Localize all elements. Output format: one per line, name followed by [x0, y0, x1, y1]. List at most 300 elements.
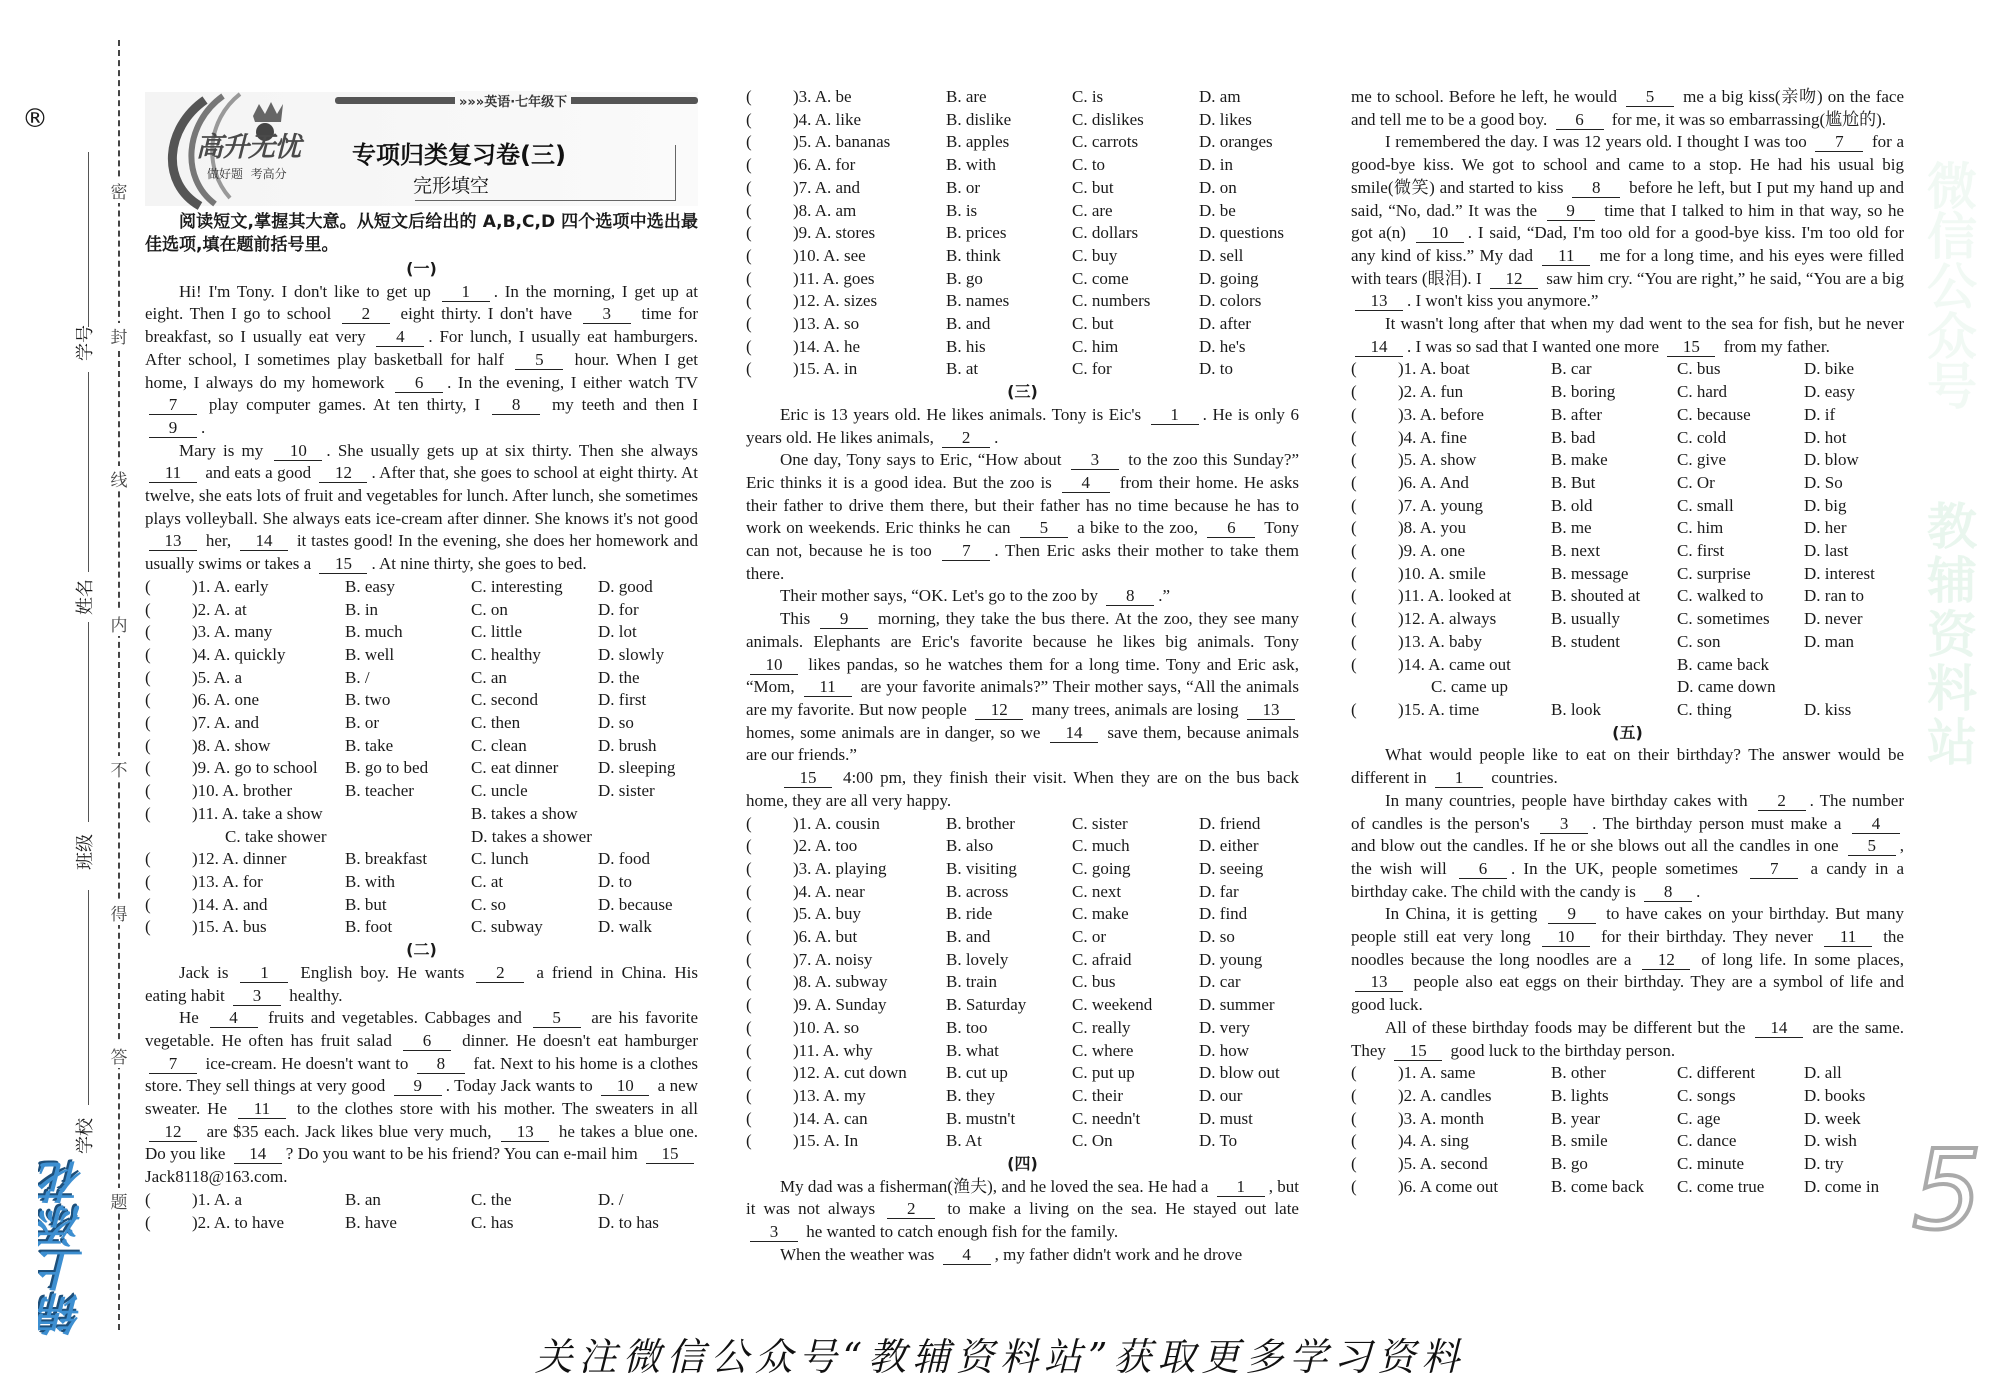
- option-a: )10. A. so: [793, 1017, 860, 1037]
- option-text: A. a: [213, 1189, 243, 1209]
- question-row: [145, 1212, 698, 1235]
- option-a: )4. A. fine: [1398, 427, 1467, 447]
- answer-bracket[interactable]: (: [746, 132, 752, 152]
- option-b: B. teacher: [345, 781, 414, 801]
- blank-14: 14: [1755, 1018, 1803, 1038]
- blank-15: 15: [646, 1144, 694, 1164]
- answer-bracket[interactable]: (: [145, 758, 151, 778]
- option-b: B. with: [946, 155, 997, 175]
- question-row: [1351, 358, 1904, 381]
- answer-bracket[interactable]: (: [145, 667, 151, 687]
- answer-bracket[interactable]: (: [746, 813, 752, 833]
- option-d: D. kiss: [1804, 699, 1852, 719]
- blank-10: 10: [1416, 223, 1464, 243]
- question-row: [746, 154, 1299, 177]
- field-line: [88, 372, 89, 572]
- option-d: D. to: [1199, 359, 1233, 379]
- question-row: [1351, 1153, 1904, 1176]
- option-c: C. an: [471, 667, 507, 687]
- blank-12: 12: [975, 700, 1023, 720]
- answer-bracket[interactable]: (: [1351, 359, 1357, 379]
- answer-bracket[interactable]: (: [746, 155, 752, 175]
- answer-bracket[interactable]: (: [746, 1063, 752, 1083]
- option-d: D. big: [1804, 495, 1847, 515]
- option-text: A. goes: [822, 268, 875, 288]
- answer-bracket[interactable]: (: [746, 1131, 752, 1151]
- question-number: 3: [1403, 404, 1413, 424]
- option-c: C. to: [1072, 155, 1106, 175]
- blank-1: 1: [1435, 768, 1483, 788]
- option-text: A. brother: [222, 781, 293, 801]
- option-b: B. car: [1551, 359, 1592, 379]
- question-number: 10: [798, 1017, 816, 1037]
- question-number: 1: [1403, 1063, 1413, 1083]
- question-row: [145, 757, 698, 780]
- seal-char: 密: [108, 178, 130, 203]
- option-text: A. so: [823, 1017, 860, 1037]
- option-b: B. think: [946, 245, 1001, 265]
- option-a: )9. A. go to school: [192, 758, 318, 778]
- option-a: )11. A. take a show: [192, 803, 323, 823]
- answer-bracket[interactable]: (: [746, 949, 752, 969]
- option-b: B. boring: [1551, 382, 1616, 402]
- question-number: 4: [1403, 1131, 1413, 1151]
- question-number: 2: [1403, 382, 1413, 402]
- option-text: A. fine: [1419, 427, 1467, 447]
- option-d: D. food: [598, 849, 650, 869]
- option-a: )14. A. he: [793, 336, 861, 356]
- option-d: D. find: [1199, 904, 1248, 924]
- option-d: D. blow out: [1199, 1063, 1280, 1083]
- option-d: D. car: [1199, 972, 1241, 992]
- blank-14: 14: [234, 1144, 282, 1164]
- option-a: )4. A. sing: [1398, 1131, 1469, 1151]
- answer-bracket[interactable]: (: [746, 995, 752, 1015]
- seal-char: 内: [108, 611, 130, 636]
- option-text: A. many: [213, 622, 273, 642]
- answer-bracket[interactable]: (: [1351, 541, 1357, 561]
- option-b: B. prices: [946, 223, 1007, 243]
- question-number: 1: [197, 1189, 207, 1209]
- option-a: )5. A. buy: [793, 904, 862, 924]
- option-b: B. easy: [345, 576, 396, 596]
- option-a: )5. A. bananas: [793, 132, 891, 152]
- option-d: D. come in: [1804, 1176, 1880, 1196]
- question-number: 3: [798, 87, 808, 106]
- spacer: [1351, 676, 1398, 699]
- option-c: C. bus: [1677, 359, 1721, 379]
- question-row: [746, 222, 1299, 245]
- answer-bracket[interactable]: (: [746, 836, 752, 856]
- question-row: [1351, 654, 1904, 677]
- option-b: B. his: [946, 336, 986, 356]
- watermark-site: 教辅资料站: [1919, 500, 1977, 770]
- question-row: [1351, 495, 1904, 518]
- option-d: D. how: [1199, 1040, 1250, 1060]
- blank-7: 7: [149, 395, 197, 415]
- question-number: 7: [798, 949, 808, 969]
- blank-10: 10: [274, 441, 322, 461]
- option-b: B. or: [946, 177, 980, 197]
- question-number: 8: [798, 200, 808, 220]
- option-text: A. can: [823, 1108, 868, 1128]
- question-number: 11: [1403, 586, 1421, 606]
- option-a: )11. A. looked at: [1398, 586, 1512, 606]
- passage-paragraph: Jack is 1 English boy. He wants 2 a friend in China. His eating habit 3 healthy.: [145, 962, 698, 1005]
- answer-bracket[interactable]: (: [746, 177, 752, 197]
- option-c: C. then: [471, 713, 521, 733]
- option-d: D. ran to: [1804, 586, 1864, 606]
- option-text: A. candles: [1419, 1085, 1492, 1105]
- answer-bracket[interactable]: (: [145, 803, 151, 823]
- question-row: [1351, 404, 1904, 427]
- blank-3: 3: [583, 304, 631, 324]
- column-2: [746, 86, 1299, 1267]
- option-text: A. early: [213, 576, 269, 596]
- blank-11: 11: [1824, 927, 1872, 947]
- question-row: [1351, 517, 1904, 540]
- answer-bracket[interactable]: (: [746, 291, 752, 311]
- answer-bracket[interactable]: (: [1351, 518, 1357, 538]
- section-heading: (三): [1007, 382, 1038, 402]
- option-text: A. cousin: [814, 813, 880, 833]
- answer-bracket[interactable]: (: [1351, 1176, 1357, 1196]
- answer-bracket[interactable]: (: [1351, 427, 1357, 447]
- option-d: D. friend: [1199, 813, 1261, 833]
- option-text: A. noisy: [814, 949, 873, 969]
- option-b: B. and: [946, 927, 991, 947]
- passage-paragraph: It wasn't long after that when my dad went to the sea for fish, but he never 14 . I was so sad that I wanted one more 15 from my father.: [1351, 313, 1904, 358]
- option-text: A. one: [1419, 541, 1466, 561]
- option-a: )2. A. at: [192, 599, 247, 619]
- option-c: C. surprise: [1677, 563, 1751, 583]
- subject-grade-label: »»»英语·七年级下: [455, 91, 571, 110]
- option-b: B. lovely: [946, 949, 1009, 969]
- option-d: D. interest: [1804, 563, 1875, 583]
- answer-bracket[interactable]: (: [145, 781, 151, 801]
- blank-13: 13: [1247, 700, 1295, 720]
- option-text: A. and: [814, 177, 861, 197]
- option-a: )13. A. baby: [1398, 631, 1483, 651]
- question-row: [746, 971, 1299, 994]
- option-a: )2. A. fun: [1398, 382, 1464, 402]
- option-a: )7. A. and: [793, 177, 861, 197]
- answer-bracket[interactable]: (: [746, 223, 752, 243]
- option-text: A. see: [823, 245, 866, 265]
- answer-bracket[interactable]: (: [746, 1108, 752, 1128]
- blank-11: 11: [804, 677, 852, 697]
- answer-bracket[interactable]: (: [145, 622, 151, 642]
- option-d: D. bike: [1804, 359, 1855, 379]
- answer-bracket[interactable]: (: [145, 599, 151, 619]
- option-text: A. to have: [213, 1212, 285, 1232]
- answer-bracket[interactable]: (: [1351, 609, 1357, 629]
- option-a: )14. A. can: [793, 1108, 868, 1128]
- name-label: 姓名: [75, 579, 96, 615]
- answer-bracket[interactable]: (: [746, 359, 752, 379]
- option-d: D. am: [1199, 87, 1241, 106]
- answer-bracket[interactable]: (: [746, 200, 752, 220]
- option-b: B. and: [946, 314, 991, 334]
- question-row: [1351, 449, 1904, 472]
- question-number: 6: [197, 690, 207, 710]
- question-number: 3: [798, 858, 808, 878]
- passage-paragraph: My dad was a fisherman(渔夫), and he loved the sea. He had a 1 , but it was not always 2 to make a living on the sea. He stayed out late 3 he wanted to catch enough fish for the family.: [746, 1176, 1299, 1242]
- answer-bracket[interactable]: (: [746, 972, 752, 992]
- option-a: )5. A. show: [1398, 450, 1477, 470]
- option-b: B. well: [345, 644, 395, 664]
- option-c: C. minute: [1677, 1154, 1745, 1174]
- passage-paragraph: 15 4:00 pm, they finish their visit. When they are on the bus back home, they are all very happy.: [746, 768, 1299, 810]
- question-row: [145, 1189, 698, 1212]
- question-row: [746, 858, 1299, 881]
- option-d: D. colors: [1199, 291, 1262, 311]
- question-row: [746, 1130, 1299, 1153]
- answer-bracket[interactable]: (: [1351, 495, 1357, 515]
- option-b: B. next: [1551, 541, 1601, 561]
- option-a: )12. A. cut down: [793, 1063, 907, 1083]
- blank-1: 1: [1217, 1177, 1265, 1197]
- option-b: B. ride: [946, 904, 993, 924]
- question-number: 2: [1403, 1085, 1413, 1105]
- instructions: 阅读短文,掌握其大意。从短文后给出的 A,B,C,D 四个选项中选出最佳选项,填在题前括号里。: [145, 212, 698, 255]
- answer-bracket[interactable]: (: [1351, 563, 1357, 583]
- option-a: )10. A. see: [793, 245, 866, 265]
- answer-bracket[interactable]: (: [145, 1189, 151, 1209]
- answer-bracket[interactable]: (: [145, 917, 151, 937]
- option-text: A. show: [213, 735, 271, 755]
- option-d: D. if: [1804, 404, 1836, 424]
- option-d: D. wish: [1804, 1131, 1857, 1151]
- option-d: D. hot: [1804, 427, 1847, 447]
- option-c: C. hard: [1677, 382, 1728, 402]
- blank-5: 5: [533, 1008, 581, 1028]
- question-number: 5: [1403, 450, 1413, 470]
- answer-bracket[interactable]: (: [746, 881, 752, 901]
- answer-bracket[interactable]: (: [1351, 1063, 1357, 1083]
- question-number: 12: [1403, 609, 1421, 629]
- option-a: )15. A. time: [1398, 699, 1480, 719]
- option-d: D. So: [1804, 472, 1843, 492]
- page-subtitle: 完形填空: [413, 175, 490, 197]
- answer-bracket[interactable]: (: [1351, 654, 1357, 674]
- seal-char: 答: [108, 1043, 130, 1068]
- answer-bracket[interactable]: (: [1351, 382, 1357, 402]
- watermark-wechat: 微信公众号: [1919, 160, 1977, 410]
- passage-paragraph: Hi! I'm Tony. I don't like to get up 1 . In the morning, I get up at eight. Then I go to school 2 eight thirty. I don't have 3 time for breakfast, so I usually eat very 4 . For lunch, I usually eat hamburgers. After school, I sometimes play basketball for half 5 hour. When I get home, I always do my homework 6 . In the evening, I either watch TV 7 play computer games. At ten thirty, I 8 my teeth and then I 9 .: [145, 281, 698, 437]
- logo-slogan: 做好题 考高分: [207, 167, 287, 181]
- option-b: B. takes a show: [471, 803, 578, 823]
- answer-bracket[interactable]: (: [746, 336, 752, 356]
- question-number: 4: [798, 881, 808, 901]
- answer-bracket[interactable]: (: [746, 858, 752, 878]
- blank-12: 12: [1642, 950, 1690, 970]
- option-a: )13. A. so: [793, 314, 860, 334]
- option-c: C. come: [1072, 268, 1129, 288]
- option-b: B. bad: [1551, 427, 1596, 447]
- answer-bracket[interactable]: (: [1351, 1108, 1357, 1128]
- option-a: )11. A. why: [793, 1040, 873, 1060]
- blank-1: 1: [240, 963, 288, 983]
- question-number: 6: [1403, 1176, 1413, 1196]
- page-title: 专项归类复习卷(三): [352, 141, 566, 169]
- option-b: B. At: [946, 1131, 982, 1151]
- answer-bracket[interactable]: (: [746, 268, 752, 288]
- option-text: A. cut down: [823, 1063, 907, 1083]
- question-number: 10: [1403, 563, 1421, 583]
- blank-9: 9: [149, 418, 197, 438]
- option-b: B. take: [345, 735, 394, 755]
- passage-paragraph: What would people like to eat on their birthday? The answer would be different in 1 countries.: [1351, 745, 1904, 788]
- option-c: C. small: [1677, 495, 1734, 515]
- question-row: [746, 290, 1299, 313]
- answer-bracket[interactable]: (: [1351, 1085, 1357, 1105]
- option-text: A. near: [814, 881, 865, 901]
- question-number: 4: [798, 109, 808, 129]
- option-c: C. much: [1072, 836, 1130, 856]
- option-b: B. year: [1551, 1108, 1601, 1128]
- option-text: A. my: [823, 1085, 866, 1105]
- option-d: D. he's: [1199, 336, 1246, 356]
- blank-10: 10: [750, 655, 798, 675]
- field-line: [88, 152, 89, 327]
- question-number: 3: [1403, 1108, 1413, 1128]
- answer-bracket[interactable]: (: [746, 1085, 752, 1105]
- passage-paragraph: I remembered the day. I was 12 years old. I thought I was too 7 for a good-bye kiss. We got to school and came to a stop. He had his usual big smile(微笑) and started to kiss 8 before he left, but I put my hand up and said, “No, dad.” It was the 9 time that I talked to him in that way, so he got a(n) 10 . I said, “Dad, I'm too old for a good-bye kiss. I'm too old for any kind of kiss.” My dad 11 me for a long time, and his eyes were filled with tears (眼泪). I 12 saw him cry. “You are right,” he said, “You are a big 13 . I won't kiss you anymore.”: [1351, 132, 1905, 311]
- option-a: )11. A. goes: [793, 268, 875, 288]
- option-d: D. must: [1199, 1108, 1253, 1128]
- answer-bracket[interactable]: (: [746, 904, 752, 924]
- option-a: )7. A. noisy: [793, 949, 873, 969]
- answer-bracket[interactable]: (: [145, 713, 151, 733]
- question-number: 8: [197, 735, 207, 755]
- question-row: [145, 894, 698, 917]
- question-number: 15: [197, 917, 215, 937]
- answer-bracket[interactable]: (: [746, 314, 752, 334]
- logo-name: 高升无忧: [196, 132, 300, 163]
- option-c: C. needn't: [1072, 1108, 1141, 1128]
- option-c: C. interesting: [471, 576, 563, 596]
- answer-bracket[interactable]: (: [145, 644, 151, 664]
- answer-bracket[interactable]: (: [746, 245, 752, 265]
- option-c: C. is: [1072, 87, 1104, 106]
- option-b: B. they: [946, 1085, 996, 1105]
- option-c: C. sister: [1072, 813, 1128, 833]
- option-a: )2. A. candles: [1398, 1085, 1492, 1105]
- option-c: C. second: [471, 690, 539, 710]
- option-d: D. on: [1199, 177, 1237, 197]
- answer-bracket[interactable]: (: [1351, 1131, 1357, 1151]
- option-c: C. for: [1072, 359, 1112, 379]
- option-text: A. young: [1419, 495, 1484, 515]
- option-b: B. shouted at: [1551, 586, 1641, 606]
- answer-bracket[interactable]: (: [145, 894, 151, 914]
- question-row: [1351, 563, 1904, 586]
- option-a: )8. A. am: [793, 200, 857, 220]
- option-b: B. but: [345, 894, 387, 914]
- question-row: [746, 131, 1299, 154]
- question-number: 5: [798, 132, 808, 152]
- question-number: 12: [197, 849, 215, 869]
- passage-paragraph: Eric is 13 years old. He likes animals. Tony is Eic's 1 . He is only 6 years old. He likes animals, 2 .: [746, 404, 1299, 447]
- option-text: A. why: [822, 1040, 873, 1060]
- answer-bracket[interactable]: (: [746, 87, 752, 106]
- option-c: C. their: [1072, 1085, 1123, 1105]
- question-row: [746, 200, 1299, 223]
- option-b: B. is: [946, 200, 978, 220]
- answer-bracket[interactable]: (: [1351, 404, 1357, 424]
- answer-bracket[interactable]: (: [746, 109, 752, 129]
- question-number: 1: [197, 576, 207, 596]
- option-b: B. what: [946, 1040, 999, 1060]
- option-b: B. came back: [1677, 654, 1770, 674]
- option-c: C. carrots: [1072, 132, 1139, 152]
- option-d: D. likes: [1199, 109, 1252, 129]
- blank-6: 6: [395, 373, 443, 393]
- option-c: C. subway: [471, 917, 543, 937]
- option-d: D. /: [598, 1189, 624, 1209]
- answer-bracket[interactable]: (: [145, 871, 151, 891]
- option-b: B. make: [1551, 450, 1608, 470]
- question-number: 6: [798, 927, 808, 947]
- answer-bracket[interactable]: (: [1351, 1154, 1357, 1174]
- option-text: A. quickly: [213, 644, 286, 664]
- option-a: )8. A. you: [1398, 518, 1467, 538]
- answer-bracket[interactable]: (: [145, 849, 151, 869]
- option-b: B. after: [1551, 404, 1602, 424]
- answer-bracket[interactable]: (: [746, 1040, 752, 1060]
- answer-bracket[interactable]: (: [1351, 450, 1357, 470]
- answer-bracket[interactable]: (: [746, 927, 752, 947]
- spacer: [192, 826, 225, 849]
- option-c: C. came up: [1431, 677, 1508, 697]
- option-a: )15. A. bus: [192, 917, 267, 937]
- answer-bracket[interactable]: (: [1351, 631, 1357, 651]
- question-number: 10: [197, 781, 215, 801]
- answer-bracket[interactable]: (: [145, 690, 151, 710]
- answer-bracket[interactable]: (: [1351, 586, 1357, 606]
- option-a: )1. A. cousin: [793, 813, 880, 833]
- option-b: B. or: [345, 713, 379, 733]
- option-text: A. you: [1419, 518, 1467, 538]
- answer-bracket[interactable]: (: [145, 1212, 151, 1232]
- option-c: C. dollars: [1072, 223, 1139, 243]
- option-a: )8. A. show: [192, 735, 271, 755]
- option-c: C. has: [471, 1212, 514, 1232]
- answer-bracket[interactable]: (: [145, 576, 151, 596]
- option-text: A. stores: [814, 223, 876, 243]
- answer-bracket[interactable]: (: [1351, 472, 1357, 492]
- option-a: )3. A. be: [793, 87, 852, 106]
- option-text: A. take a show: [221, 803, 323, 823]
- blank-3: 3: [1071, 450, 1119, 470]
- question-row: [145, 621, 698, 644]
- option-c: C. because: [1677, 404, 1751, 424]
- option-text: A. playing: [814, 858, 887, 878]
- question-number: 9: [798, 995, 808, 1015]
- option-c: C. him: [1072, 336, 1119, 356]
- answer-bracket[interactable]: (: [746, 1017, 752, 1037]
- question-number: 13: [798, 1085, 816, 1105]
- option-c: C. take shower: [225, 826, 327, 846]
- section-heading: (四): [1007, 1154, 1038, 1174]
- option-d: D. week: [1804, 1108, 1861, 1128]
- answer-bracket[interactable]: (: [145, 735, 151, 755]
- option-b: B. too: [946, 1017, 988, 1037]
- option-d: D. for: [598, 599, 639, 619]
- answer-bracket[interactable]: (: [1351, 699, 1357, 719]
- option-d: D. oranges: [1199, 132, 1273, 152]
